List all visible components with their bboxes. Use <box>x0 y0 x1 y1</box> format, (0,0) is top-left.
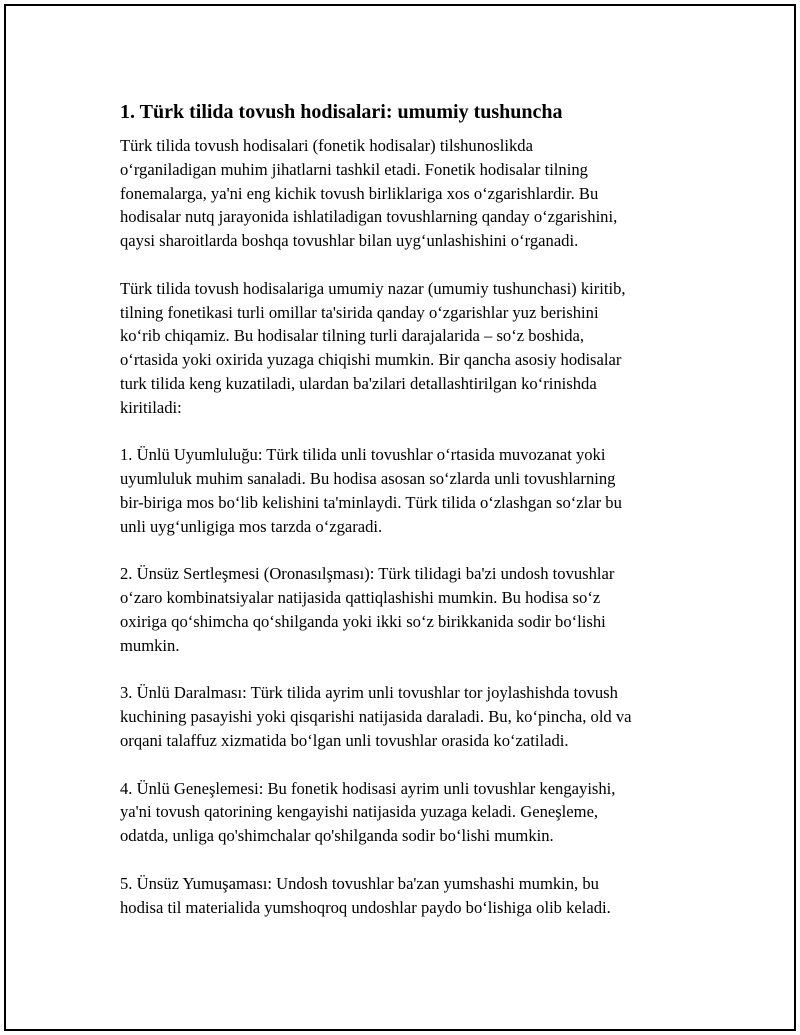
paragraph-item-2 <box>120 562 700 657</box>
text-line: unli uygʻunligiga mos tarzda oʻzgaradi. <box>120 516 383 536</box>
text-line: hodisalar nutq jarayonida ishlatiladigan tovushlarning qanday oʻzgarishini, <box>120 207 618 227</box>
text-line: 2. Ünsüz Sertleşmesi (Oronasılşması): Türk tilidagi ba'zi undosh tovushlar <box>120 564 615 584</box>
text-line: odatda, unliga qo'shimchalar qo'shilganda sodir boʻlishi mumkin. <box>120 826 554 846</box>
text-line: hodisa til materialida yumshoqroq undoshlar paydo boʻlishiga olib keladi. <box>120 897 611 917</box>
paragraph-overview <box>120 277 700 420</box>
text-line: Türk tilida tovush hodisalari (fonetik hodisalar) tilshunoslikda <box>120 136 533 155</box>
paragraph-item-3 <box>120 681 700 752</box>
paragraph-intro <box>120 134 700 253</box>
text-line: uyumluluk muhim sanaladi. Bu hodisa asosan soʻzlarda unli tovushlarning <box>120 469 616 489</box>
text-line: oʻrganiladigan muhim jihatlarni tashkil etadi. Fonetik hodisalar tilning <box>120 159 588 179</box>
document-content <box>120 99 700 919</box>
text-line: bir-biriga mos boʻlib kelishini ta'minlaydi. Türk tilida oʻzlashgan soʻzlar bu <box>120 492 622 512</box>
section-heading: 1. Türk tilida tovush hodisalari: umumiy tushuncha <box>120 101 563 123</box>
text-line: mumkin. <box>120 635 180 655</box>
text-line: kiritiladi: <box>120 397 182 417</box>
text-line: 1. Ünlü Uyumluluğu: Türk tilida unli tovushlar oʻrtasida muvozanat yoki <box>120 445 606 465</box>
page-frame <box>4 4 796 1031</box>
text-line: turk tilida keng kuzatiladi, ulardan ba'zilari detallashtirilgan koʻrinishda <box>120 373 597 393</box>
paragraph-item-1 <box>120 443 700 538</box>
text-line: kuchining pasayishi yoki qisqarishi natijasida daraladi. Bu, koʻpincha, old va <box>120 707 632 727</box>
text-line: 3. Ünlü Daralması: Türk tilida ayrim unli tovushlar tor joylashishda tovush <box>120 683 618 703</box>
text-line: 5. Ünsüz Yumuşaması: Undosh tovushlar ba'zan yumshashi mumkin, bu <box>120 873 599 893</box>
text-line: koʻrib chiqamiz. Bu hodisalar tilning turli darajalarida – soʻz boshida, <box>120 326 585 346</box>
text-line: Türk tilida tovush hodisalariga umumiy nazar (umumiy tushunchasi) kiritib, <box>120 278 626 298</box>
text-line: oʻrtasida yoki oxirida yuzaga chiqishi mumkin. Bir qancha asosiy hodisalar <box>120 350 622 370</box>
text-line: tilning fonetikasi turli omillar ta'sirida qanday oʻzgarishlar yuz berishini <box>120 302 599 322</box>
text-line: orqani talaffuz xizmatida boʻlgan unli tovushlar orasida koʻzatiladi. <box>120 730 569 750</box>
text-line: oʻzaro kombinatsiyalar natijasida qattiqlashishi mumkin. Bu hodisa soʻz <box>120 588 601 608</box>
text-line: qaysi sharoitlarda boshqa tovushlar bilan uygʻunlashishini oʻrganadi. <box>120 231 579 251</box>
text-line: 4. Ünlü Geneşlemesi: Bu fonetik hodisasi ayrim unli tovushlar kengayishi, <box>120 778 616 798</box>
paragraph-item-4 <box>120 777 700 848</box>
text-line: oxiriga qoʻshimcha qoʻshilganda yoki ikki soʻz birikkanida sodir boʻlishi <box>120 611 606 631</box>
paragraph-item-5 <box>120 872 700 920</box>
text-line: fonemalarga, ya'ni eng kichik tovush birliklariga xos oʻzgarishlardir. Bu <box>120 183 599 203</box>
text-line: ya'ni tovush qatorining kengayishi natijasida yuzaga keladi. Geneşleme, <box>120 802 599 822</box>
